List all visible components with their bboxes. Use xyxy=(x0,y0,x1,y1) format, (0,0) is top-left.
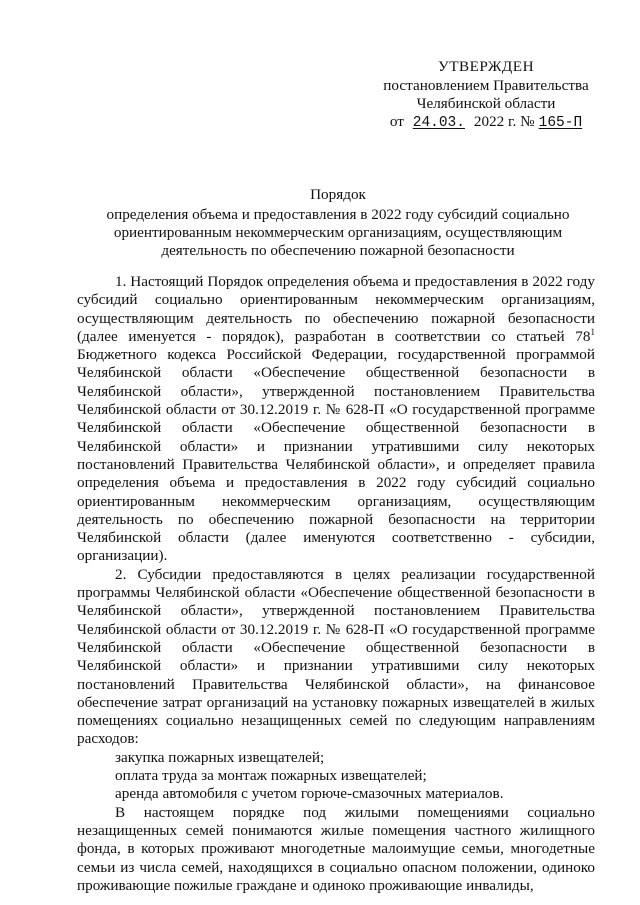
document-subtitle-line-2: ориентированным некоммерческим организациям, осуществляющим xyxy=(113,224,563,241)
paragraph-1-text-b: Бюджетного кодекса Российской Федерации, государственной программой Челябинской области «Обеспечение общественной безопасности в Челябинской области», утвержденной постановлением Правительства Челябинской области от 30.12.2019 г. № 628-П «О государственной программе Челябинской области «Обеспечение общественной безопасности в Челябинской области» и признании утратившими силу некоторых постановлений Правительства Челябинской области», и определяет правила определения объема и предоставления в 2022 году субсидий социально ориентированным некоммерческим организациям, осуществляющим деятельность по обеспечению пожарной безопасности на территории Челябинской области (далее именуются соответственно - субсидии, организации). xyxy=(77,346,595,565)
document-subtitle-line-3: деятельность по обеспечению пожарной безопасности xyxy=(161,242,515,259)
list-item-1: закупка пожарных извещателей; xyxy=(115,748,325,766)
document-body xyxy=(77,273,595,895)
document-title: Порядок xyxy=(310,186,366,203)
approval-line-1: постановлением Правительства xyxy=(383,77,589,94)
document-heading xyxy=(60,186,616,260)
list-item-2: оплата труда за монтаж пожарных извещателей; xyxy=(115,767,427,785)
document-subtitle-line-1: определения объема и предоставления в 2022 году субсидий социально xyxy=(106,206,570,223)
date-prefix: от xyxy=(389,113,404,130)
article-superscript: 1 xyxy=(590,326,595,337)
paragraph-3: В настоящем порядке под жилыми помещениями социально незащищенных семей понимаются жилые помещения частного жилищного фонда, в которых проживают многодетные малоимущие семьи, многодетные семьи из числа семей, находящихся в социально опасном положении, одиноко проживающие пожилые граждане и одиноко проживающие инвалиды, xyxy=(77,803,595,894)
paragraph-2: 2. Субсидии предоставляются в целях реализации государственной программы Челябинской области «Обеспечение общественной безопасности в Челябинской области», утвержденной постановлением Правительства Челябинской области от 30.12.2019 г. № 628-П «О государственной программе Челябинской области «Обеспечение общественной безопасности в Челябинской области» и признании утратившими силу некоторых постановлений Правительства Челябинской области», на финансовое обеспечение затрат организаций на установку пожарных извещателей в жилых помещениях социально незащищенных семей по следующим направлениям расходов: xyxy=(77,565,595,748)
paragraph-1-text-a: 1. Настоящий Порядок определения объема и предоставления в 2022 году субсидий социально ориентированным некоммерческим организациям, осуществляющим деятельность по обеспечению пожарной безопасности (далее именуется - порядок), разработан в соответствии со статьей 78 xyxy=(77,273,595,345)
approval-number: 165-П xyxy=(538,115,583,131)
paragraph-1 xyxy=(77,273,595,566)
approval-year: 2022 г. № xyxy=(473,113,535,130)
approval-date: 24.03. xyxy=(412,115,465,131)
approval-date-line xyxy=(376,113,596,132)
list-item-3: аренда автомобиля с учетом горюче-смазочных материалов. xyxy=(115,785,504,803)
approval-block xyxy=(376,58,596,132)
approval-title: УТВЕРЖДЕН xyxy=(437,58,535,75)
approval-line-2: Челябинской области xyxy=(416,95,556,112)
